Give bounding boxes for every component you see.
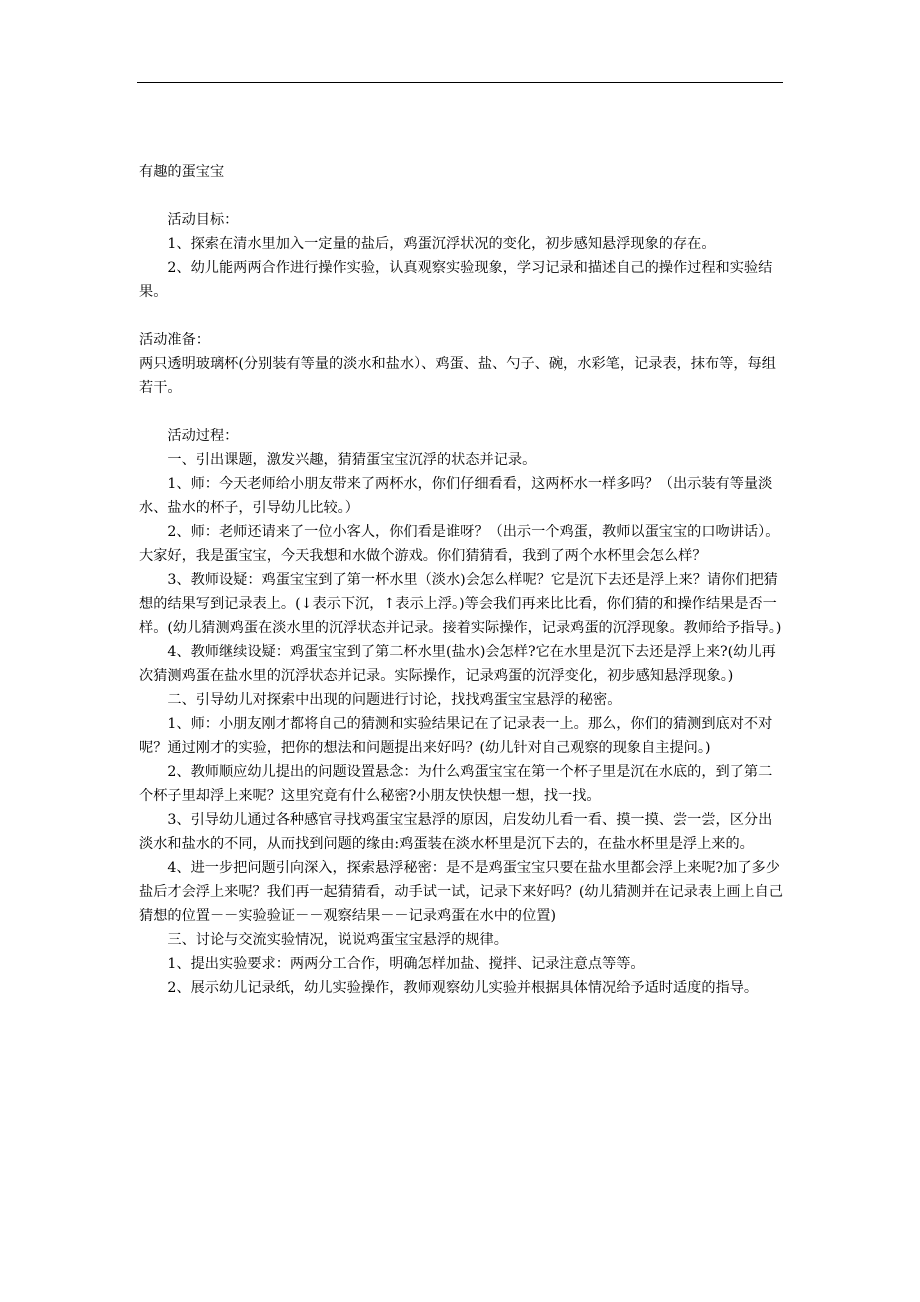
prep-heading: 活动准备： (139, 332, 210, 348)
spacer (139, 184, 785, 208)
section-item: 4、教师继续设疑：鸡蛋宝宝到了第二杯水里(盐水)会怎样?它在水里是沉下去还是浮上来?(幼儿再次猜测鸡蛋在盐水里的沉浮状态并记录。实际操作，记录鸡蛋的沉浮变化，初步感知悬浮现象。) (139, 644, 776, 684)
section-item: 3、引导幼儿通过各种感官寻找鸡蛋宝宝悬浮的原因，启发幼儿看一看、摸一摸、尝一尝，区分出淡水和盐水的不同，从而找到问题的缘由:鸡蛋装在淡水杯里是沉下去的，在盐水杯里是浮上来的。 (139, 812, 773, 852)
process-heading: 活动过程： (167, 428, 239, 444)
goal-item: 2、幼儿能两两合作进行操作实验，认真观察实验现象，学习记录和描述自己的操作过程和实验结果。 (139, 260, 773, 300)
goal-item: 1、探索在清水里加入一定量的盐后，鸡蛋沉浮状况的变化，初步感知悬浮现象的存在。 (167, 236, 716, 252)
section-item: 2、教师顺应幼儿提出的问题设置悬念：为什么鸡蛋宝宝在第一个杯子里是沉在水底的，到了第二个杯子里却浮上来呢？这里究竟有什么秘密?小朋友快快想一想，找一找。 (139, 764, 773, 804)
spacer (139, 400, 785, 424)
section-item: 4、进一步把问题引向深入，探索悬浮秘密：是不是鸡蛋宝宝只要在盐水里都会浮上来呢?加了多少盐后才会浮上来呢？我们再一起猜猜看，动手试一试，记录下来好吗？(幼儿猜测并在记录表上画上自己猜想的位置－－实验验证－－观察结果－－记录鸡蛋在水中的位置) (139, 860, 783, 924)
section-heading: 三、讨论与交流实验情况，说说鸡蛋宝宝悬浮的规律。 (167, 932, 508, 948)
section-item: 2、展示幼儿记录纸，幼儿实验操作，教师观察幼儿实验并根据具体情况给予适时适度的指导。 (167, 980, 759, 996)
goals-heading: 活动目标： (167, 212, 239, 228)
prep-text: 两只透明玻璃杯(分别装有等量的淡水和盐水）、鸡蛋、盐、勺子、碗，水彩笔，记录表，抹布等，每组若干。 (139, 356, 776, 396)
document-title: 有趣的蛋宝宝 (139, 164, 225, 180)
section-heading: 一、引出课题，激发兴趣，猜猜蛋宝宝沉浮的状态并记录。 (167, 452, 537, 468)
section-item: 2、师：老师还请来了一位小客人，你们看是谁呀？（出示一个鸡蛋，教师以蛋宝宝的口吻讲话）。大家好，我是蛋宝宝，今天我想和水做个游戏。你们猜猜看，我到了两个水杯里会怎么样？ (139, 524, 780, 564)
header-rule (137, 82, 783, 83)
section-item: 3、教师设疑：鸡蛋宝宝到了第一杯水里（淡水)会怎么样呢？它是沉下去还是浮上来？请你们把猜想的结果写到记录表上。(↓表示下沉，↑表示上浮。)等会我们再来比比看，你们猜的和操作结果是否一样。(幼儿猜测鸡蛋在淡水里的沉浮状态并记录。接着实际操作，记录鸡蛋的沉浮现象。教师给予指导。) (139, 572, 782, 636)
section-item: 1、提出实验要求：两两分工合作，明确怎样加盐、搅拌、记录注意点等等。 (167, 956, 645, 972)
document-body (139, 160, 785, 1000)
section-item: 1、师：今天老师给小朋友带来了两杯水，你们仔细看看，这两杯水一样多吗？（出示装有等量淡水、盐水的杯子，引导幼儿比较。） (139, 476, 773, 516)
spacer (139, 304, 785, 328)
section-item: 1、师：小朋友刚才都将自己的猜测和实验结果记在了记录表一上。那么，你们的猜测到底对不对呢？通过刚才的实验，把你的想法和问题提出来好吗？(幼儿针对自己观察的现象自主提问。) (139, 716, 773, 756)
section-heading: 二、引导幼儿对探索中出现的问题进行讨论，找找鸡蛋宝宝悬浮的秘密。 (167, 692, 622, 708)
